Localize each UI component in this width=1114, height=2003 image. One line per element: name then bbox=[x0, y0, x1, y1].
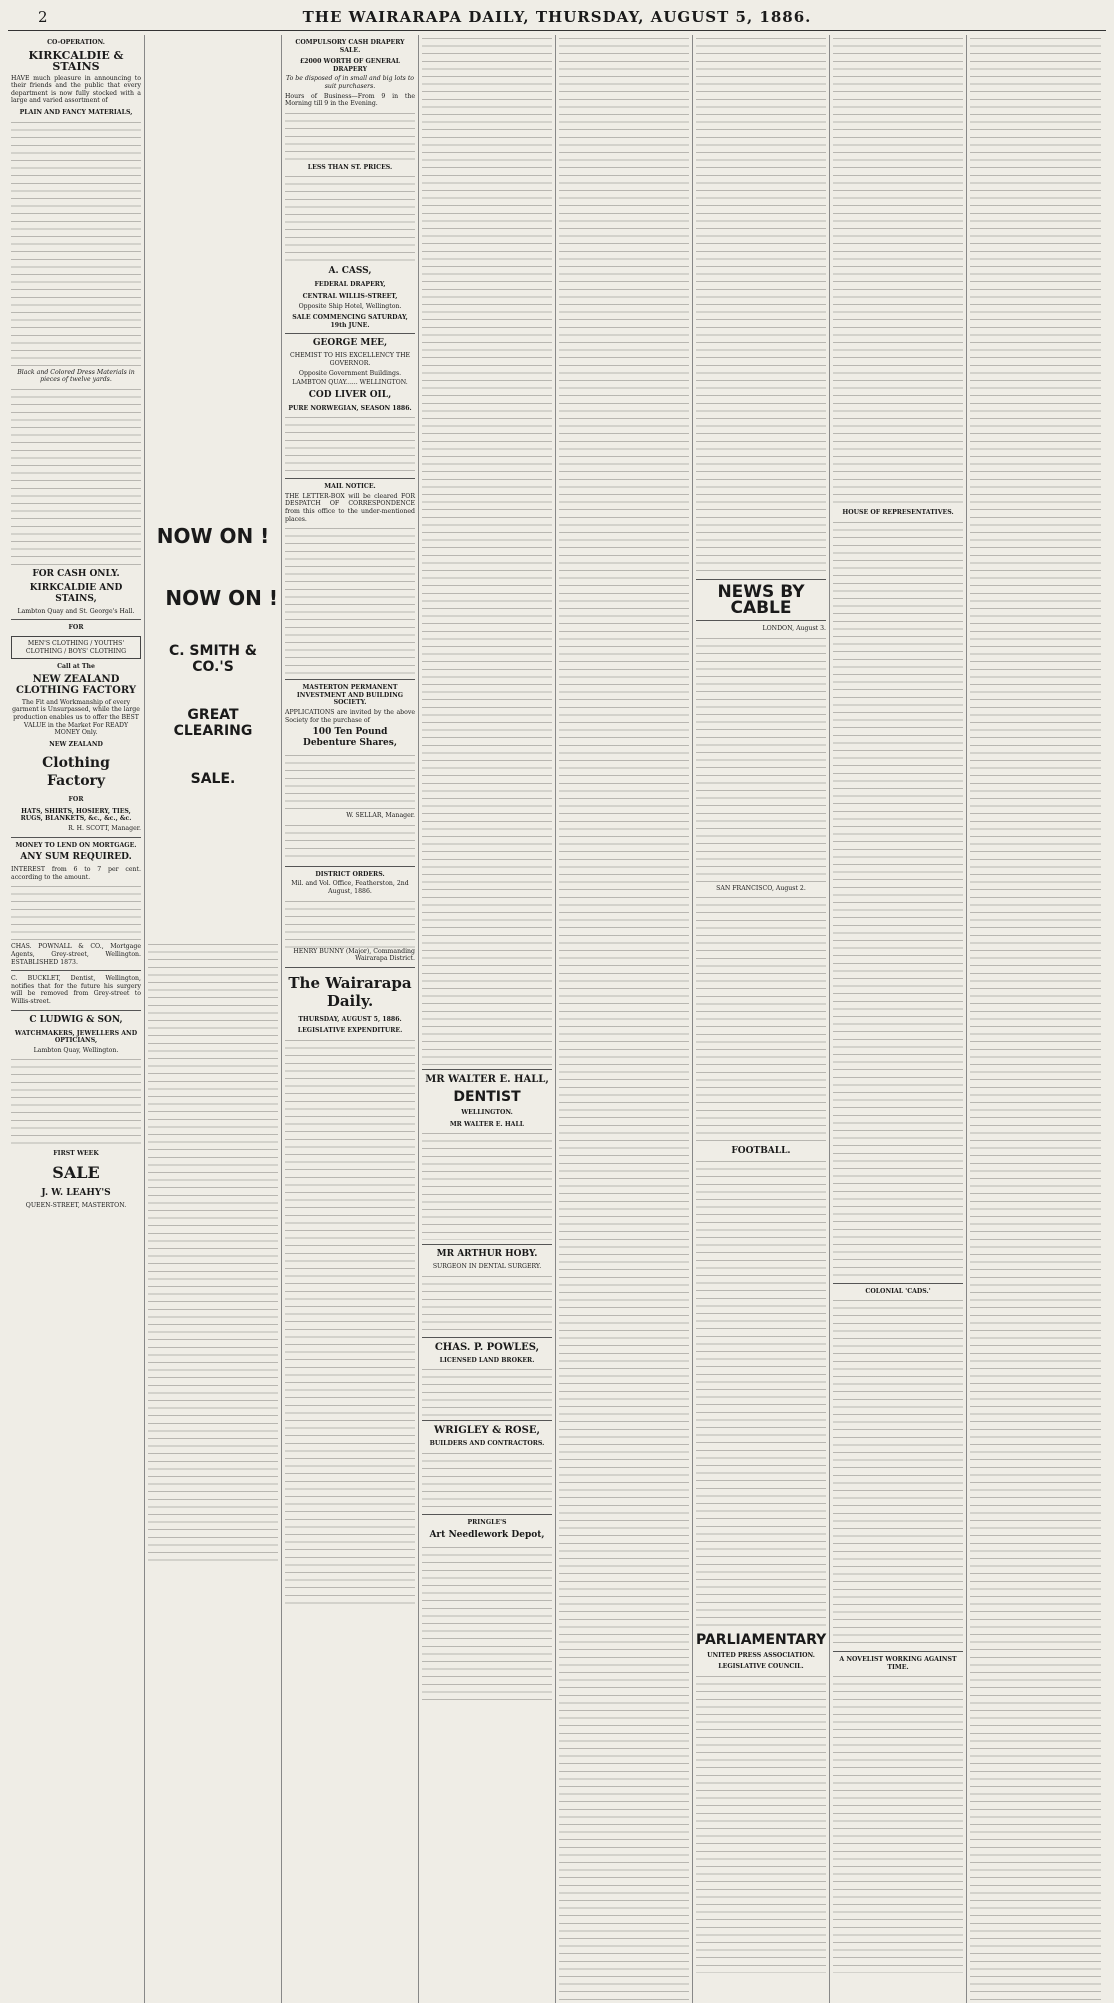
orders-body bbox=[285, 898, 415, 948]
house-reps: HOUSE OF REPRESENTATIVES. bbox=[842, 509, 954, 516]
leg-expend: LEGISLATIVE EXPENDITURE. bbox=[297, 1027, 403, 1035]
mens-clothing-box: MEN'S CLOTHING / YOUTHS' CLOTHING / BOYS' CLOTHING bbox=[11, 636, 141, 659]
column-1 bbox=[8, 35, 145, 2003]
pringle-body bbox=[422, 1544, 552, 1704]
permanent: MASTERTON PERMANENT INVESTMENT AND BUILDING SOCIETY. bbox=[296, 684, 404, 707]
compulsory: COMPULSORY CASH DRAPERY SALE. bbox=[295, 39, 405, 54]
plain-fancy: PLAIN AND FANCY MATERIALS, bbox=[19, 108, 133, 116]
perm-body bbox=[285, 752, 415, 812]
great-clearing: GREAT CLEARING bbox=[173, 707, 253, 739]
column-2 bbox=[145, 35, 282, 2003]
district-orders: DISTRICT ORDERS. bbox=[315, 870, 385, 878]
articles-top bbox=[422, 35, 552, 1065]
mail-notice: MAIL NOTICE. bbox=[324, 483, 376, 491]
column-6 bbox=[693, 35, 830, 2003]
kirkcaldie-title: KIRKCALDIE & STAINS bbox=[28, 48, 124, 73]
leader-body bbox=[285, 1037, 415, 1607]
central: CENTRAL WILLIS-STREET, bbox=[302, 292, 398, 300]
chemist: CHEMIST TO HIS EXCELLENCY THE GOVERNOR. bbox=[289, 352, 410, 367]
commencing: SALE COMMENCING SATURDAY, 19th JUNE. bbox=[292, 314, 408, 329]
fit-text: The Fit and Workmanship of every garment is Unsurpassed, while the large production enables us to offer the BEST VALUE in the Market For READY MONEY Only. bbox=[12, 698, 140, 737]
now-on-1: NOW ON ! bbox=[156, 524, 270, 548]
interest: INTEREST from 6 to 7 per cent. according to the amount. bbox=[11, 866, 141, 881]
hall-2: MR WALTER E. HALL bbox=[449, 1120, 525, 1128]
opp-gov: Opposite Government Buildings. bbox=[298, 369, 402, 377]
sellar: W. SELLAR, Manager. bbox=[346, 812, 415, 820]
mee-body bbox=[285, 414, 415, 474]
page-number: 2 bbox=[38, 8, 48, 26]
sf-date: SAN FRANCISCO, August 2. bbox=[716, 884, 806, 892]
fancy-note: Black and Colored Dress Materials in pieces of twelve yards. bbox=[17, 368, 135, 384]
disposed: To be disposed of in small and big lots to suit purchasers. bbox=[285, 75, 415, 90]
hours: Hours of Business—From 9 in the Morning till 9 in the Evening. bbox=[285, 92, 415, 108]
cable-body bbox=[696, 635, 826, 885]
column-8-text bbox=[970, 35, 1101, 2003]
ludwig-body bbox=[11, 1056, 141, 1146]
bucklet: C. BUCKLET, Dentist, Wellington, notifies that for the future his surgery will be removed from Grey-street to Willis-street. bbox=[11, 975, 141, 1005]
george-mee: GEORGE MEE, bbox=[312, 338, 388, 349]
federal: FEDERAL DRAPERY, bbox=[314, 281, 386, 289]
paper-date: THURSDAY, AUGUST 5, 1886. bbox=[298, 1015, 402, 1023]
walter-hall: MR WALTER E. HALL, bbox=[425, 1074, 549, 1085]
norwegian: PURE NORWEGIAN, SEASON 1886. bbox=[288, 404, 412, 412]
column-3 bbox=[282, 35, 419, 2003]
hall-body bbox=[422, 1130, 552, 1240]
masthead-title: THE WAIRARAPA DAILY, THURSDAY, AUGUST 5, 1886. bbox=[302, 8, 812, 26]
applications: APPLICATIONS are invited by the above Society for the purchase of bbox=[285, 709, 415, 724]
smith-body bbox=[148, 941, 278, 1561]
watchmakers: WATCHMAKERS, JEWELLERS AND OPTICIANS, bbox=[14, 1029, 138, 1045]
cads-body bbox=[833, 1297, 963, 1647]
opp-ship: Opposite Ship Hotel, Wellington. bbox=[298, 302, 402, 310]
lambton-mee: LAMBTON QUAY...... WELLINGTON. bbox=[292, 379, 408, 387]
coop-header: CO-OPERATION. bbox=[47, 39, 105, 46]
cass: A. CASS, bbox=[328, 266, 372, 277]
column-5 bbox=[556, 35, 693, 2003]
cass-body-2 bbox=[285, 173, 415, 263]
leg-council: LEGISLATIVE COUNCIL. bbox=[718, 1663, 804, 1671]
debentures: 100 Ten Pound Debenture Shares, bbox=[303, 727, 397, 749]
column-4 bbox=[419, 35, 556, 2003]
manager-scott: R. H. SCOTT, Manager. bbox=[68, 825, 141, 833]
surgery: SURGEON IN DENTAL SURGERY. bbox=[432, 1263, 542, 1271]
column-8 bbox=[967, 35, 1104, 2003]
leahy-address: QUEEN-STREET, MASTERTON. bbox=[25, 1201, 127, 1209]
money-lend: MONEY TO LEND ON MORTGAGE. bbox=[15, 841, 137, 849]
call-at: Call at The bbox=[57, 663, 95, 671]
leahy: J. W. LEAHY'S bbox=[41, 1187, 111, 1198]
football: FOOTBALL. bbox=[731, 1146, 791, 1157]
cass-body bbox=[285, 110, 415, 160]
dentist: DENTIST bbox=[453, 1089, 521, 1105]
nz-clothing-factory: NEW ZEALAND CLOTHING FACTORY bbox=[16, 673, 136, 696]
house-body bbox=[833, 519, 963, 1279]
council-body bbox=[696, 1673, 826, 1973]
first-week: FIRST WEEK bbox=[53, 1150, 99, 1158]
cable-body-2 bbox=[696, 894, 826, 1144]
hoby-body bbox=[422, 1273, 552, 1333]
arthur-hoby: MR ARTHUR HOBY. bbox=[436, 1249, 538, 1260]
for-label: FOR bbox=[68, 624, 84, 632]
mortgage-body bbox=[11, 883, 141, 943]
sale-word: SALE. bbox=[190, 771, 236, 787]
any-sum: ANY SUM REQUIRED. bbox=[20, 852, 132, 863]
mil-office: Mil. and Vol. Office, Featherston, 2nd August, 1886. bbox=[291, 880, 409, 895]
ludwig: C LUDWIG & SON, bbox=[29, 1014, 123, 1025]
for-cash: FOR CASH ONLY. bbox=[32, 568, 120, 579]
col7-top bbox=[833, 35, 963, 505]
price-list bbox=[11, 119, 141, 369]
hall-welly: WELLINGTON. bbox=[461, 1109, 513, 1116]
wrigley: WRIGLEY & ROSE, bbox=[434, 1425, 540, 1437]
clothing-factory: Clothing Factory bbox=[42, 755, 110, 790]
news-by-cable: NEWS BY CABLE bbox=[717, 582, 805, 618]
needlework: Art Needlework Depot, bbox=[429, 1529, 545, 1540]
land-broker: LICENSED LAND BROKER. bbox=[439, 1356, 535, 1364]
masthead bbox=[8, 6, 1106, 31]
column-7 bbox=[830, 35, 967, 2003]
cod-liver: COD LIVER OIL, bbox=[308, 389, 392, 400]
now-on-2: NOW ON ! bbox=[165, 586, 278, 610]
less-than: LESS THAN ST. PRICES. bbox=[307, 163, 393, 171]
wrigley-body bbox=[422, 1450, 552, 1510]
price-list-2 bbox=[11, 386, 141, 566]
smith-co: C. SMITH & CO.'S bbox=[168, 643, 258, 675]
pringle: PRINGLE'S bbox=[467, 1518, 507, 1526]
kirkcaldie-intro: HAVE much pleasure in announcing to their friends and the public that every department is now fully stocked with a large and varied assortment of bbox=[11, 74, 141, 105]
pownall: CHAS. POWNALL & CO., Mortgage Agents, Grey-street, Wellington. ESTABLISHED 1873. bbox=[11, 943, 141, 966]
novelist: A NOVELIST WORKING AGAINST TIME. bbox=[839, 1656, 957, 1671]
kirkcaldie-footer: KIRKCALDIE AND STAINS, bbox=[29, 582, 123, 604]
nz-label: NEW ZEALAND bbox=[49, 740, 103, 748]
sale-box: SALE bbox=[52, 1162, 100, 1182]
colonial-cads: COLONIAL 'CADS.' bbox=[865, 1287, 931, 1295]
parliamentary: PARLIAMENTARY bbox=[696, 1631, 827, 1648]
builders: BUILDERS AND CONTRACTORS. bbox=[429, 1440, 545, 1448]
paper-title: The Wairarapa Daily. bbox=[288, 973, 412, 1010]
adv-body bbox=[285, 822, 415, 862]
football-body bbox=[696, 1158, 826, 1628]
column-5-text bbox=[559, 35, 689, 2003]
ludwig-address: Lambton Quay, Wellington. bbox=[33, 1046, 119, 1054]
mail-body bbox=[285, 525, 415, 675]
col6-top bbox=[696, 35, 826, 575]
drapery-2000: £2000 WORTH OF GENERAL DRAPERY bbox=[299, 58, 401, 73]
bunny: HENRY BUNNY (Major), Commanding Wairarapa District. bbox=[293, 947, 415, 963]
london-date: LONDON, August 3. bbox=[762, 625, 826, 632]
letter-box: THE LETTER-BOX will be cleared FOR DESPATCH OF CORRESPONDENCE from this office to the under-mentioned places. bbox=[285, 492, 415, 523]
powles-body bbox=[422, 1366, 552, 1416]
powles: CHAS. P. POWLES, bbox=[434, 1341, 540, 1353]
kirkcaldie-address: Lambton Quay and St. George's Hall. bbox=[17, 607, 135, 615]
novelist-body bbox=[833, 1673, 963, 1973]
upa: UNITED PRESS ASSOCIATION. bbox=[707, 1651, 815, 1659]
for-label-2: FOR bbox=[68, 796, 84, 804]
hats-list: HATS, SHIRTS, HOSIERY, TIES, RUGS, BLANKETS, &c., &c., &c. bbox=[20, 807, 132, 823]
